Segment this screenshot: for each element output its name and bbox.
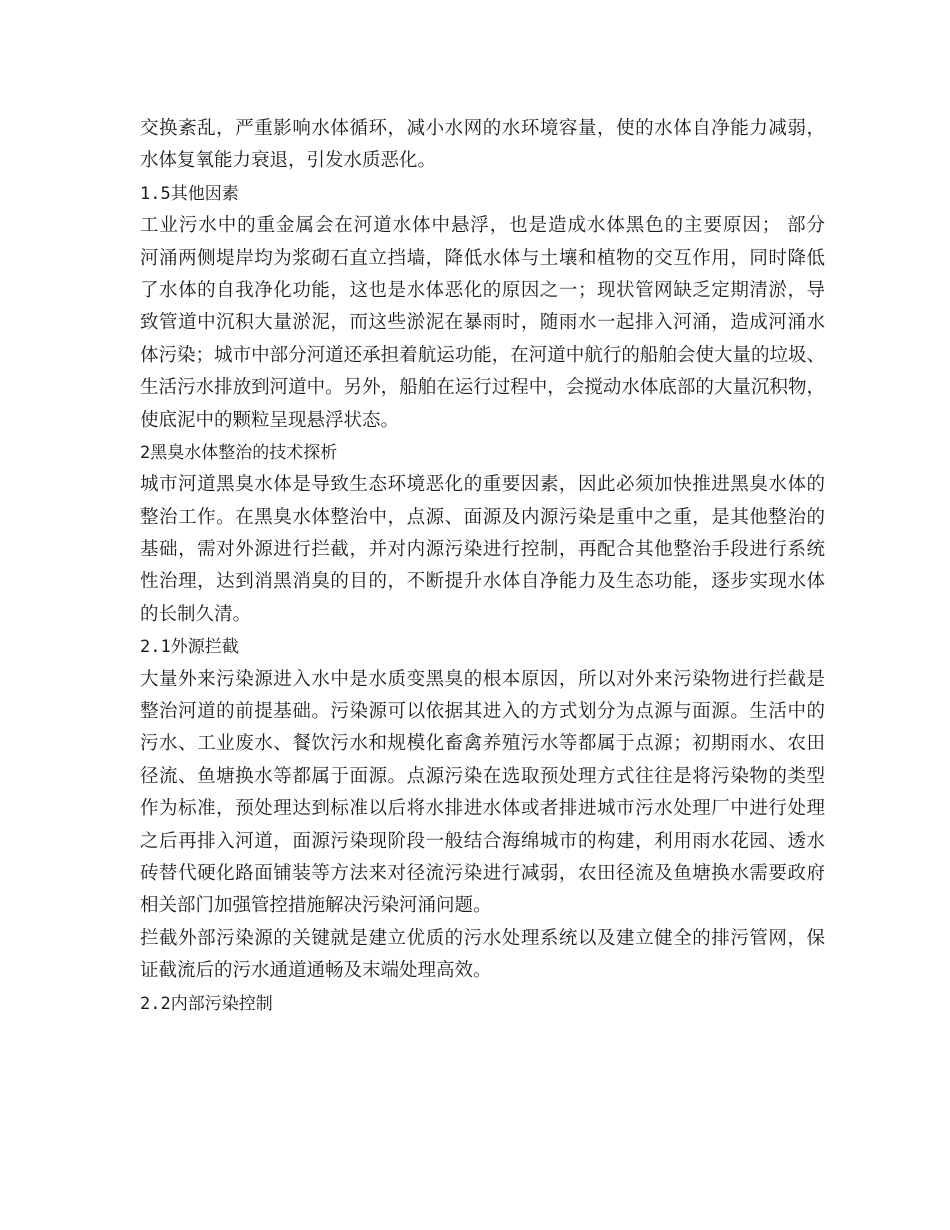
paragraph (140, 113, 825, 178)
text-line: 证截流后的污水通道通畅及末端处理高效。 (140, 960, 492, 982)
text-line: 生活污水排放到河道中。另外，船舶在运行过程中，会搅动水体底部的大量沉积物， (140, 377, 825, 399)
text-line: 的长制久清。 (140, 603, 252, 625)
text-line: 作为标准，预处理达到标准以后将水排进水体或者排进城市污水处理厂中进行处理 (140, 798, 825, 820)
paragraph (140, 664, 825, 923)
text-line: 致管道中沉积大量淤泥，而这些淤泥在暴雨时，随雨水一起排入河涌，造成河涌水 (140, 312, 825, 334)
paragraph (140, 210, 825, 437)
text-line: 之后再排入河道，面源污染现阶段一般结合海绵城市的构建，利用雨水花园、透水 (140, 830, 825, 852)
text-line: 交换紊乱，严重影响水体循环，减小水网的水环境容量，使的水体自净能力减弱， (140, 118, 825, 139)
section-heading: 2黑臭水体整治的技术探析 (140, 442, 338, 463)
text-line: 径流、鱼塘换水等都属于面源。点源污染在选取预处理方式往往是将污染物的类型 (140, 765, 825, 787)
text-line: 污水、工业废水、餐饮污水和规模化畜禽养殖污水等都属于点源；初期雨水、农田 (140, 733, 825, 755)
paragraph (140, 923, 825, 988)
text-line: 河涌两侧堤岸均为浆砌石直立挡墙，降低水体与土壤和植物的交互作用，同时降低 (140, 247, 825, 269)
text-line: 性治理，达到消黑消臭的目的，不断提升水体自净能力及生态功能，逐步实现水体 (140, 571, 825, 593)
text-line: 了水体的自我净化功能，这也是水体恶化的原因之一；现状管网缺乏定期清淤，导 (140, 279, 825, 301)
text-line: 整治河道的前提基础。污染源可以依据其进入的方式划分为点源与面源。生活中的 (140, 701, 825, 723)
text-line: 大量外来污染源进入水中是水质变黑臭的根本原因，所以对外来污染物进行拦截是 (140, 668, 825, 690)
section-heading: 2.1外源拦截 (140, 637, 239, 658)
text-line: 基础，需对外源进行拦截，并对内源污染进行控制，再配合其他整治手段进行系统 (140, 539, 825, 561)
section-heading: 2.2内部污染控制 (140, 993, 273, 1014)
text-line: 体污染；城市中部分河道还承担着航运功能，在河道中航行的船舶会使大量的垃圾、 (140, 344, 825, 366)
text-line: 城市河道黑臭水体是导致生态环境恶化的重要因素，因此必须加快推进黑臭水体的 (140, 474, 825, 496)
text-line: 砖替代硬化路面铺装等方法来对径流污染进行减弱，农田径流及鱼塘换水需要政府 (140, 862, 825, 884)
paragraph (140, 469, 825, 631)
text-line: 拦截外部污染源的关键就是建立优质的污水处理系统以及建立健全的排污管网，保 (140, 927, 825, 949)
document-body (140, 113, 825, 1020)
text-line: 相关部门加强管控措施解决污染河涌问题。 (140, 895, 492, 917)
text-line: 水体复氧能力衰退，引发水质恶化。 (140, 150, 437, 172)
section-heading: 1.5其他因素 (140, 183, 239, 204)
text-line: 使底泥中的颗粒呈现悬浮状态。 (140, 409, 400, 431)
text-line: 整治工作。在黑臭水体整治中，点源、面源及内源污染是重中之重，是其他整治的 (140, 506, 825, 528)
text-line: 工业污水中的重金属会在河道水体中悬浮，也是造成水体黑色的主要原因； 部分 (140, 215, 825, 237)
